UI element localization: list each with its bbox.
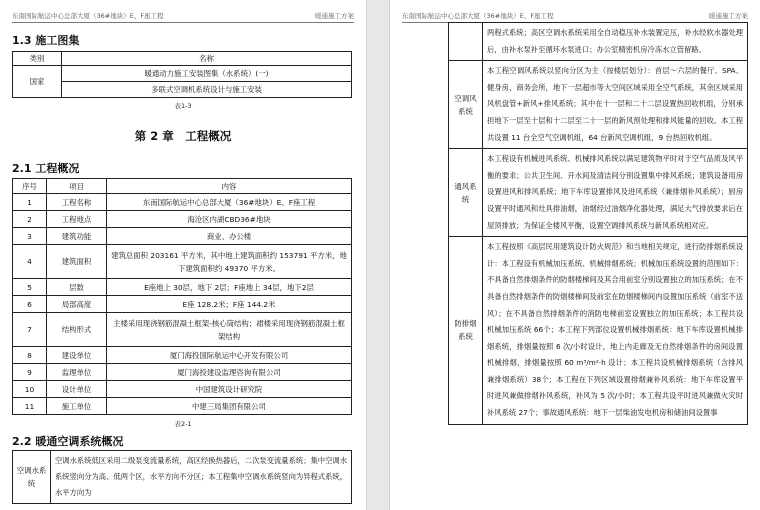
row-number: 2 [13,211,47,228]
row-item: 建设单位 [47,347,107,364]
header-project-title: 东南国际航运中心总部大厦（36#地块）E、F座工程 [402,12,554,20]
row-number: 1 [13,194,47,211]
table-row [449,23,748,61]
section-heading-2-2: 2.2 暖通空调系统概况 [12,435,124,448]
table-row [13,245,352,279]
section-heading-1-3: 1.3 施工图集 [12,34,80,47]
row-number: 10 [13,381,47,398]
row-item: 工程名称 [47,194,107,211]
row-content: E座地上 30层，地下 2层；F座地上 34层，地下2层 [107,279,352,296]
table-row [13,398,352,415]
page-gutter [366,0,390,510]
document-page-left [0,0,366,510]
table-row [13,364,352,381]
row-item: 施工单位 [47,398,107,415]
page-header [12,6,354,23]
table-row [13,194,352,211]
header-doc-type: 暖通施工方案 [709,12,748,20]
system-description-cell: 本工程按照《高层民用建筑设计防火规范》和当地相关规定，进行防排烟系统设计：本工程设有机械加压系统、机械排烟系统；机械加压系统设置的范围如下：不具备自然排烟条件的防烟楼梯间及其合用前室分别设置独立的加压系统；在不具备自然排烟条件的防烟楼梯间及前室在防烟楼梯间内设置加压系统（前室不送风）；在不具备自然排烟条件的消防电梯前室设置独立的加压系统；本工程共设机械加压系统 66个；本工程下列部位设置机械排烟系统：地下车库设置机械排烟系统，排烟量按照 6 次/小时设计，地上内走廊及无自然排烟条件的房间设置机械排烟，排烟量按照 60 m³/m²·h 设计；本工程共设机械排烟系统（含排风兼排烟系统）38个；本工程在下列区域设置排烟兼补风系统：地下车库设置平时进风兼做排烟补风系统，补风为 5 次/小时；本工程共设平时进风兼做火灾时补风系统 27个；事故通风系统：地下一层柴油发电机房和储油间设置事 [483,237,748,425]
row-number: 4 [13,245,47,279]
table-header-cell: 内容 [107,179,352,194]
row-content: 商业、办公楼 [107,228,352,245]
system-description-cell: 两程式系统；高区空调水系统采用全自动稳压补水装置定压，补水经软水器处理后，由补水泵补至循环水泵进口；办公室精密机房冷冻水立管留路。 [483,23,748,61]
row-number: 8 [13,347,47,364]
row-number: 7 [13,313,47,347]
row-item: 局部高度 [47,296,107,313]
row-content: 中建三局集团有限公司 [107,398,352,415]
row-item: 监理单位 [47,364,107,381]
system-name-cell: 空调风系统 [449,61,483,149]
row-number: 11 [13,398,47,415]
section-heading-2-1: 2.1 工程概况 [12,162,80,175]
table-cell-category: 国家 [13,66,62,98]
table-header-cell: 序号 [13,179,47,194]
table-caption: 表2-1 [174,420,192,428]
table-caption: 表1-3 [174,102,192,110]
table-row [13,279,352,296]
header-doc-type: 暖通施工方案 [315,12,354,20]
row-item: 工程地点 [47,211,107,228]
row-number: 9 [13,364,47,381]
row-number: 6 [13,296,47,313]
chapter-title: 第 2 章 工程概况 [134,129,232,143]
row-number: 5 [13,279,47,296]
document-page-right [390,0,760,510]
system-name-cell [449,23,483,61]
row-content: E座 128.2米；F座 144.2米 [107,296,352,313]
row-content: 厦门海投建设监理咨询有限公司 [107,364,352,381]
table-row [449,237,748,425]
table-row [13,381,352,398]
system-description-cell: 空调水系统低区采用二级泵变流量系统，高区经换热器后，二次泵变流量系统；集中空调水系统竖向分为高、低两个区，水平方向不分区；本工程集中空调水系统竖向为异程式系统，水平方向为 [51,451,352,504]
table-header-cell: 类别 [13,52,62,66]
table-cell-name: 暖通动力施工安装图集（水系统）(一) [62,66,352,82]
row-item: 建筑面积 [47,245,107,279]
table-row [449,61,748,149]
table-row [13,451,352,504]
row-item: 结构形式 [47,313,107,347]
row-item: 层数 [47,279,107,296]
table-row [13,347,352,364]
table-row [13,211,352,228]
project-overview-table [12,178,352,415]
row-content: 厦门海投国际航运中心开发有限公司 [107,347,352,364]
drawing-atlas-table [12,51,352,98]
row-content: 主楼采用现浇钢筋混凝土框架-核心筒结构；裙楼采用现浇钢筋混凝土框架结构 [107,313,352,347]
table-row [449,149,748,237]
row-content: 中国建筑设计研究院 [107,381,352,398]
page-header [402,6,748,23]
row-content: 海沧区内湖CBD36#地块 [107,211,352,228]
row-content: 建筑总面积 203161 平方米，其中地上建筑面积约 153791 平方米，地下建筑面积约 49370 平方米。 [107,245,352,279]
row-item: 设计单位 [47,381,107,398]
system-name-cell: 防排烟系统 [449,237,483,425]
table-cell-name: 多联式空调机系统设计与施工安装 [62,82,352,98]
table-header-cell: 名称 [62,52,352,66]
system-description-cell: 本工程设有机械进风系统、机械排风系统以满足建筑物平时对于空气品质及风平衡的要求；公共卫生间、开水间及清洁间分别设置集中排风系统；建筑设备用房设置进风和排风系统；地下车库设置排风及进风系统（兼排烟补风系统）；厨房设置平时通风和灶具排油烟，油烟经过油烟净化器处理，满足大气排放要求后在屋顶排放；为保证全楼风平衡，设置空调排风系统与新风系统相对应。 [483,149,748,237]
row-item: 建筑功能 [47,228,107,245]
hvac-overview-table-right [448,22,748,425]
hvac-overview-table-left [12,450,352,504]
row-number: 3 [13,228,47,245]
system-name-cell: 通风系统 [449,149,483,237]
system-name-cell: 空调水系统 [13,451,51,504]
header-project-title: 东南国际航运中心总部大厦（36#地块）E、F座工程 [12,12,164,20]
table-row [13,296,352,313]
system-description-cell: 本工程空调风系统以竖向分区为主（按楼层划分）：首层～六层的餐厅、SPA、健身房、商务会所，地下一层超市等大空间区域采用全空气系统，其余区域采用风机盘管+新风+排风系统；其中在十一层和二十二层设置热回收机组，分别承担地下一层至十层和十二层至二十一层的新风预处理和排风能量的回收。本工程共设置 11 台全空气空调机组，64 台新风空调机组，9 台热回收机组。 [483,61,748,149]
table-row [13,313,352,347]
table-row [13,228,352,245]
table-header-cell: 项目 [47,179,107,194]
row-content: 东南国际航运中心总部大厦（36#地块）E、F座工程 [107,194,352,211]
